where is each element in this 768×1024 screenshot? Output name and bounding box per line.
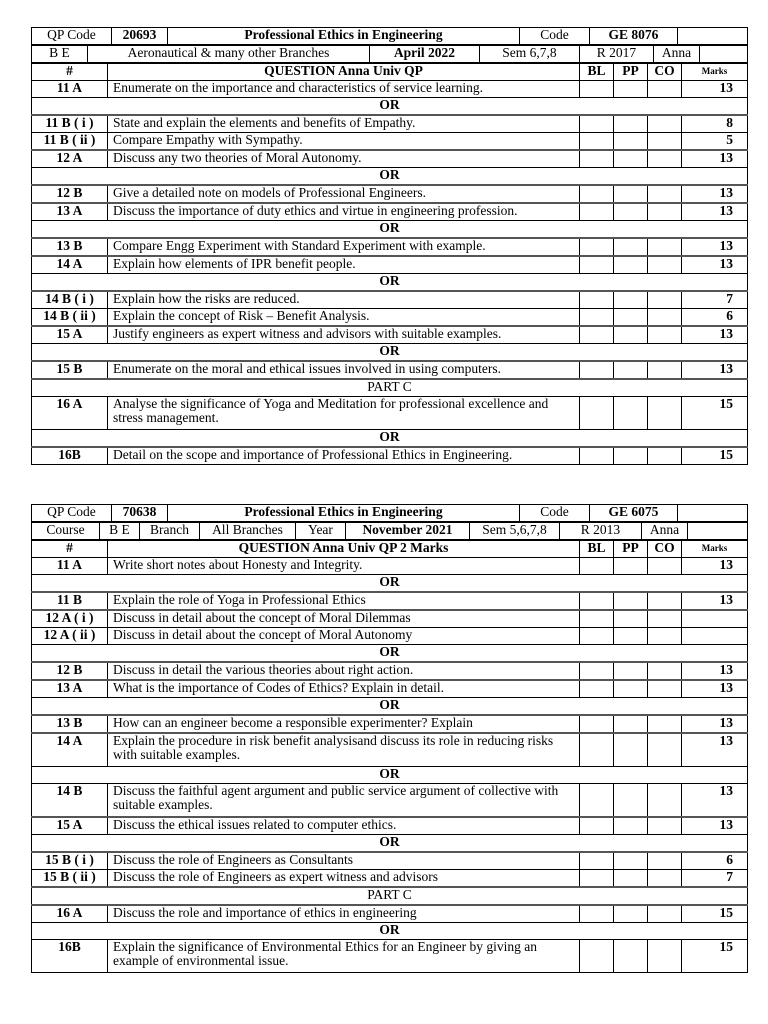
semester: Sem 5,6,7,8 [470, 523, 560, 540]
or-separator: OR [32, 98, 748, 116]
table-row: 14 B Discuss the faithful agent argument and public service argument of collective with suitable examples. 13 [32, 784, 748, 818]
or-separator: OR [32, 430, 748, 448]
paper2-header-table [31, 504, 748, 522]
subject-title: Professional Ethics in Engineering [168, 28, 520, 45]
regulation: R 2017 [580, 46, 654, 63]
or-separator: OR [32, 575, 748, 593]
qp-code-value: 70638 [112, 505, 168, 522]
code-label: Code [520, 28, 590, 45]
university: Anna [642, 523, 688, 540]
table-row: 15 A Justify engineers as expert witness and advisors with suitable examples. 13 [32, 326, 748, 344]
col-pp: PP [614, 541, 648, 558]
or-separator: OR [32, 923, 748, 940]
part-c-heading: PART C [32, 887, 748, 905]
table-row: 11 A Enumerate on the importance and characteristics of service learning. 13 [32, 81, 748, 98]
branch: Aeronautical & many other Branches [88, 46, 370, 63]
table-row: 12 A Discuss any two theories of Moral Autonomy. 13 [32, 150, 748, 168]
or-separator: OR [32, 645, 748, 663]
table-row: 15 A Discuss the ethical issues related to computer ethics. 13 [32, 817, 748, 835]
or-separator: OR [32, 274, 748, 292]
col-marks: Marks [682, 64, 748, 81]
col-hash: # [32, 64, 108, 81]
col-pp: PP [614, 64, 648, 81]
degree: B E [32, 46, 88, 63]
table-row: 15 B ( ii ) Discuss the role of Engineers as expert witness and advisors 7 [32, 870, 748, 888]
table-row: 15 B ( i ) Discuss the role of Engineers as Consultants 6 [32, 852, 748, 870]
col-co: CO [648, 64, 682, 81]
table-row: 16B Detail on the scope and importance of Professional Ethics in Engineering. 15 [32, 447, 748, 465]
regulation: R 2013 [560, 523, 642, 540]
table-row: 16 A Discuss the role and importance of ethics in engineering 15 [32, 905, 748, 923]
table-row: 11 B ( ii ) Compare Empathy with Sympathy. 5 [32, 133, 748, 151]
table-row: 14 B ( i ) Explain how the risks are reduced. 7 [32, 291, 748, 309]
university: Anna [654, 46, 700, 63]
or-separator: OR [32, 344, 748, 362]
table-row: 14 A Explain the procedure in risk benefit analysisand discuss its role in reducing risks with suitable examples. 13 [32, 733, 748, 767]
table-row: 12 B Give a detailed note on models of Professional Engineers. 13 [32, 185, 748, 203]
question-paper-april-2022 [31, 27, 747, 465]
qp-code-value: 20693 [112, 28, 168, 45]
col-bl: BL [580, 541, 614, 558]
or-separator: OR [32, 698, 748, 716]
col-co: CO [648, 541, 682, 558]
table-row: 13 B Compare Engg Experiment with Standard Experiment with example. 13 [32, 238, 748, 256]
or-separator: OR [32, 168, 748, 186]
table-row: 15 B Enumerate on the moral and ethical issues involved in using computers. 13 [32, 361, 748, 379]
table-row: 13 B How can an engineer become a responsible experimenter? Explain 13 [32, 715, 748, 733]
table-row: 14 A Explain how elements of IPR benefit people. 13 [32, 256, 748, 274]
paper1-meta-table [31, 45, 748, 63]
table-row: 12 B Discuss in detail the various theories about right action. 13 [32, 662, 748, 680]
col-bl: BL [580, 64, 614, 81]
year-label: Year [296, 523, 346, 540]
paper2-questions-table [31, 540, 748, 973]
paper2-meta-table [31, 522, 748, 540]
branch: All Branches [200, 523, 296, 540]
branch-label: Branch [140, 523, 200, 540]
table-row: 16B Explain the significance of Environmental Ethics for an Engineer by giving an example of environmental issue. 15 [32, 940, 748, 973]
col-question: QUESTION Anna Univ QP 2 Marks [108, 541, 580, 558]
qp-code-label: QP Code [32, 505, 112, 522]
subject-title: Professional Ethics in Engineering [168, 505, 520, 522]
part-c-heading: PART C [32, 379, 748, 397]
col-hash: # [32, 541, 108, 558]
table-row: 11 B ( i ) State and explain the elements and benefits of Empathy. 8 [32, 115, 748, 133]
table-row: 11 A Write short notes about Honesty and Integrity. 13 [32, 558, 748, 575]
question-paper-november-2021 [31, 504, 747, 973]
course-label: Course [32, 523, 100, 540]
paper1-questions-table [31, 63, 748, 465]
paper1-header-table [31, 27, 748, 45]
semester: Sem 6,7,8 [480, 46, 580, 63]
col-marks: Marks [682, 541, 748, 558]
table-row: 14 B ( ii ) Explain the concept of Risk – Benefit Analysis. 6 [32, 309, 748, 327]
subject-code: GE 6075 [590, 505, 678, 522]
col-question: QUESTION Anna Univ QP [108, 64, 580, 81]
or-separator: OR [32, 767, 748, 784]
exam-session: November 2021 [346, 523, 470, 540]
table-row: 12 A ( ii ) Discuss in detail about the concept of Moral Autonomy [32, 628, 748, 645]
or-separator: OR [32, 835, 748, 853]
table-row: 16 A Analyse the significance of Yoga and Meditation for professional excellence and stress management. 15 [32, 397, 748, 430]
table-row: 13 A What is the importance of Codes of Ethics? Explain in detail. 13 [32, 680, 748, 698]
subject-code: GE 8076 [590, 28, 678, 45]
table-row: 11 B Explain the role of Yoga in Professional Ethics 13 [32, 592, 748, 610]
table-row: 13 A Discuss the importance of duty ethics and virtue in engineering profession. 13 [32, 203, 748, 221]
or-separator: OR [32, 221, 748, 239]
qp-code-label: QP Code [32, 28, 112, 45]
code-label: Code [520, 505, 590, 522]
degree: B E [100, 523, 140, 540]
table-row: 12 A ( i ) Discuss in detail about the concept of Moral Dilemmas [32, 610, 748, 628]
exam-session: April 2022 [370, 46, 480, 63]
